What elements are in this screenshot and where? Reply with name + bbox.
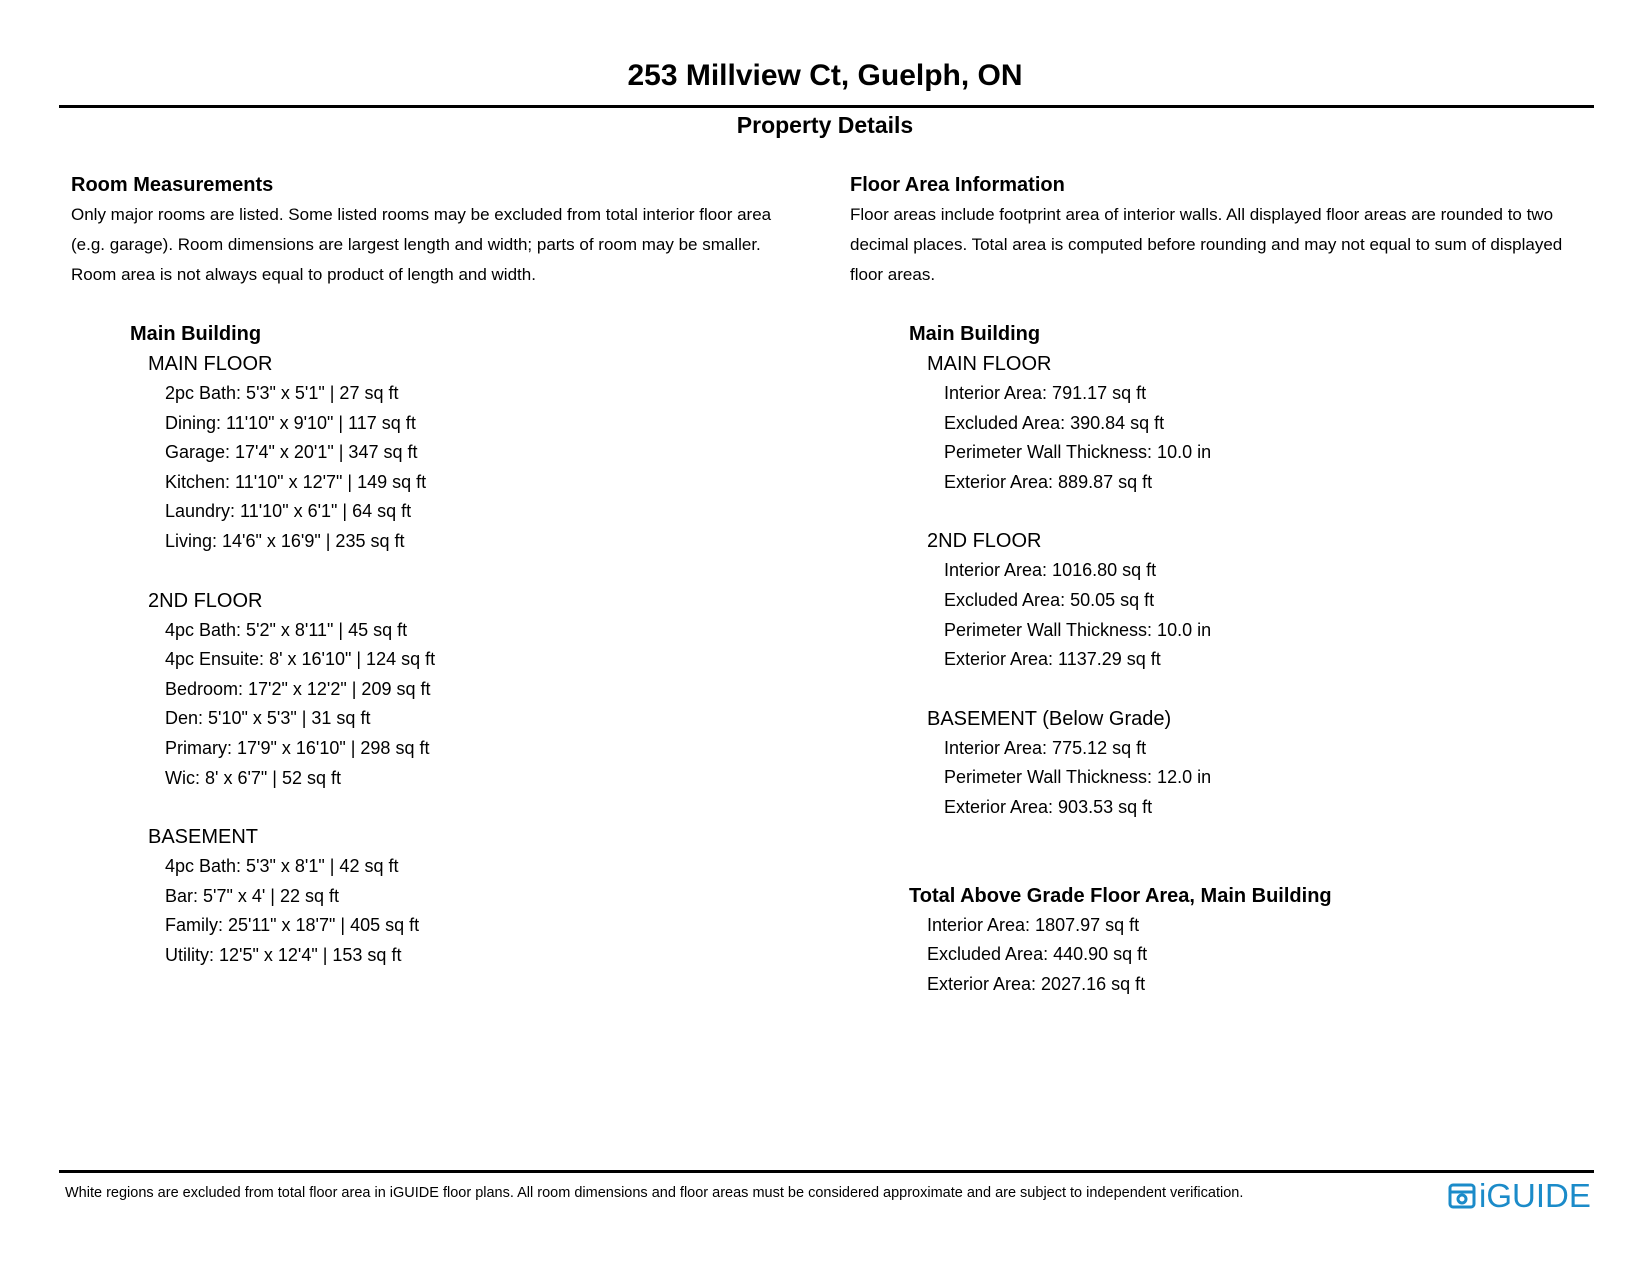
iguide-logo-text: iGUIDE xyxy=(1479,1177,1591,1214)
floor-area-description xyxy=(850,200,1610,290)
footer-note: White regions are excluded from total floor area in iGUIDE floor plans. All room dimensions and floor areas must be considered approximate and are subject to independent verification. xyxy=(65,1185,1244,1201)
building-name: Main Building xyxy=(909,323,1041,345)
room-line: 4pc Bath: 5'3" x 8'1" | 42 sq ft xyxy=(165,856,399,877)
description-line: Floor areas include footprint area of interior walls. All displayed floor areas are rounded to two xyxy=(850,205,1554,224)
building-name: Main Building xyxy=(130,323,262,345)
room-line: Kitchen: 11'10" x 12'7" | 149 sq ft xyxy=(165,471,427,492)
area-line: Interior Area: 775.12 sq ft xyxy=(944,737,1147,758)
room-line: Living: 14'6" x 16'9" | 235 sq ft xyxy=(165,530,405,551)
area-line: Exterior Area: 889.87 sq ft xyxy=(944,471,1153,492)
floor-area-heading: Floor Area Information xyxy=(850,174,1065,196)
room-line: Utility: 12'5" x 12'4" | 153 sq ft xyxy=(165,944,402,965)
floor-name: BASEMENT (Below Grade) xyxy=(927,707,1172,730)
room-line: 2pc Bath: 5'3" x 5'1" | 27 sq ft xyxy=(165,383,399,403)
area-line: Perimeter Wall Thickness: 12.0 in xyxy=(944,767,1212,788)
total-area-heading: Total Above Grade Floor Area, Main Building xyxy=(909,884,1332,907)
description-line: (e.g. garage). Room dimensions are largest length and width; parts of room may be smaller. xyxy=(71,235,761,254)
iguide-logo xyxy=(1448,1177,1591,1214)
room-line: Wic: 8' x 6'7" | 52 sq ft xyxy=(165,767,342,788)
floor-name: MAIN FLOOR xyxy=(148,353,273,375)
room-line: Laundry: 11'10" x 6'1" | 64 sq ft xyxy=(165,501,412,522)
room-line: Family: 25'11" x 18'7" | 405 sq ft xyxy=(165,915,420,936)
area-line: Perimeter Wall Thickness: 10.0 in xyxy=(944,619,1212,640)
room-line: 4pc Bath: 5'2" x 8'11" | 45 sq ft xyxy=(165,619,408,640)
room-measurements-section xyxy=(71,172,831,971)
area-line: Excluded Area: 50.05 sq ft xyxy=(944,589,1155,610)
room-measurements-heading: Room Measurements xyxy=(71,174,274,196)
floor-name: 2ND FLOOR xyxy=(148,589,263,612)
room-line: Bedroom: 17'2" x 12'2" | 209 sq ft xyxy=(165,678,431,699)
page-title: 253 Millview Ct, Guelph, ON xyxy=(627,59,1023,92)
room-line: Bar: 5'7" x 4' | 22 sq ft xyxy=(165,885,340,906)
page-subtitle: Property Details xyxy=(736,112,914,138)
room-line: 4pc Ensuite: 8' x 16'10" | 124 sq ft xyxy=(165,649,436,670)
description-line: floor areas. xyxy=(850,265,936,284)
floor-name: MAIN FLOOR xyxy=(927,353,1052,375)
area-line: Interior Area: 791.17 sq ft xyxy=(944,383,1147,403)
description-line: Room area is not always equal to product of length and width. xyxy=(71,265,536,284)
room-line: Dining: 11'10" x 9'10" | 117 sq ft xyxy=(165,412,416,433)
area-line: Interior Area: 1016.80 sq ft xyxy=(944,560,1157,581)
floor-name: 2ND FLOOR xyxy=(927,530,1042,553)
area-line: Perimeter Wall Thickness: 10.0 in xyxy=(944,442,1212,463)
room-line: Garage: 17'4" x 20'1" | 347 sq ft xyxy=(165,442,418,463)
room-measurements-description xyxy=(71,200,831,290)
total-area-line: Excluded Area: 440.90 sq ft xyxy=(927,944,1148,965)
room-line: Den: 5'10" x 5'3" | 31 sq ft xyxy=(165,708,371,729)
description-line: Only major rooms are listed. Some listed rooms may be excluded from total interior floor area xyxy=(71,205,772,224)
area-line: Exterior Area: 903.53 sq ft xyxy=(944,796,1153,817)
iguide-logo-icon xyxy=(1448,1182,1476,1210)
header-divider xyxy=(59,105,1594,108)
floor-area-section xyxy=(850,172,1610,999)
room-line: Primary: 17'9" x 16'10" | 298 sq ft xyxy=(165,737,430,758)
description-line: decimal places. Total area is computed before rounding and may not equal to sum of displayed xyxy=(850,235,1563,254)
floor-name: BASEMENT xyxy=(148,826,259,849)
total-area-line: Exterior Area: 2027.16 sq ft xyxy=(927,973,1146,994)
area-line: Exterior Area: 1137.29 sq ft xyxy=(944,649,1161,670)
area-line: Excluded Area: 390.84 sq ft xyxy=(944,412,1165,433)
footer-divider xyxy=(59,1170,1594,1173)
total-area-line: Interior Area: 1807.97 sq ft xyxy=(927,914,1140,935)
